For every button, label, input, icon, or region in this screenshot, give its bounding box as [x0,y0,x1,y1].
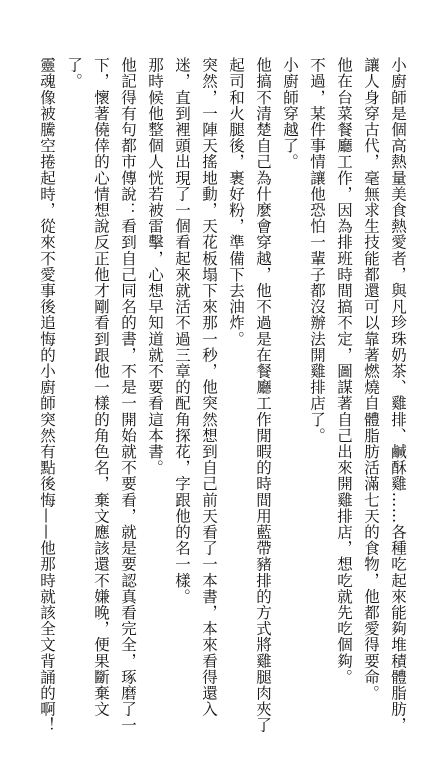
paragraph-5: 他搞不清楚自己為什麼會穿越，他不過是在餐廳工作閒暇的時間用藍帶豬排的方式將雞腿肉夾了起司和火腿後，裹好粉，準備下去油炸。 [227,57,272,734]
paragraph-6: 突然，一陣天搖地動，天花板塌下來那一秒，他突然想到自己前天看了一本書，本來看得還入迷，直到裡頭出現了一個看起來就活不過三章的配角探花，字跟他的名一樣。 [173,57,218,718]
paragraph-3: 不過，某件事情讓他恐怕一輩子都沒辦法開雞排店了。 [308,57,326,444]
paragraph-2: 他在台菜餐廳工作，因為排班時間搞不定，圖謀著自己出來開雞排店，想吃就先吃個夠。 [335,57,353,685]
paragraph-7: 那時候他整個人恍若被雷擊，心想早知道就不要看這本書。 [146,57,164,476]
paragraph-8: 他記得有句都市傳說：看到自己同名的書，不是一開始就不要看，就是要認真看完全，琢磨了一下，懷著僥倖的心情想說反正他才剛看到跟他一樣的角色名，棄文應該還不嫌晚，便果斷棄文了。 [65,57,137,734]
paragraph-4: 小廚師穿越了。 [281,57,299,170]
paragraph-1: 小廚師是個高熱量美食熱愛者，與凡珍珠奶茶、雞排、鹹酥雞……各種吃起來能夠堆積體脂肪，讓人身穿古代，毫無求生技能都還可以靠著燃燒自體脂肪活滿七天的食物，他都愛得要命。 [362,57,407,734]
vertical-text-body [24,57,411,744]
paragraph-9: 靈魂像被騰空捲起時，從來不愛事後追悔的小廚師突然有點後悔——他那時就該全文背誦的啊！ [38,57,56,734]
